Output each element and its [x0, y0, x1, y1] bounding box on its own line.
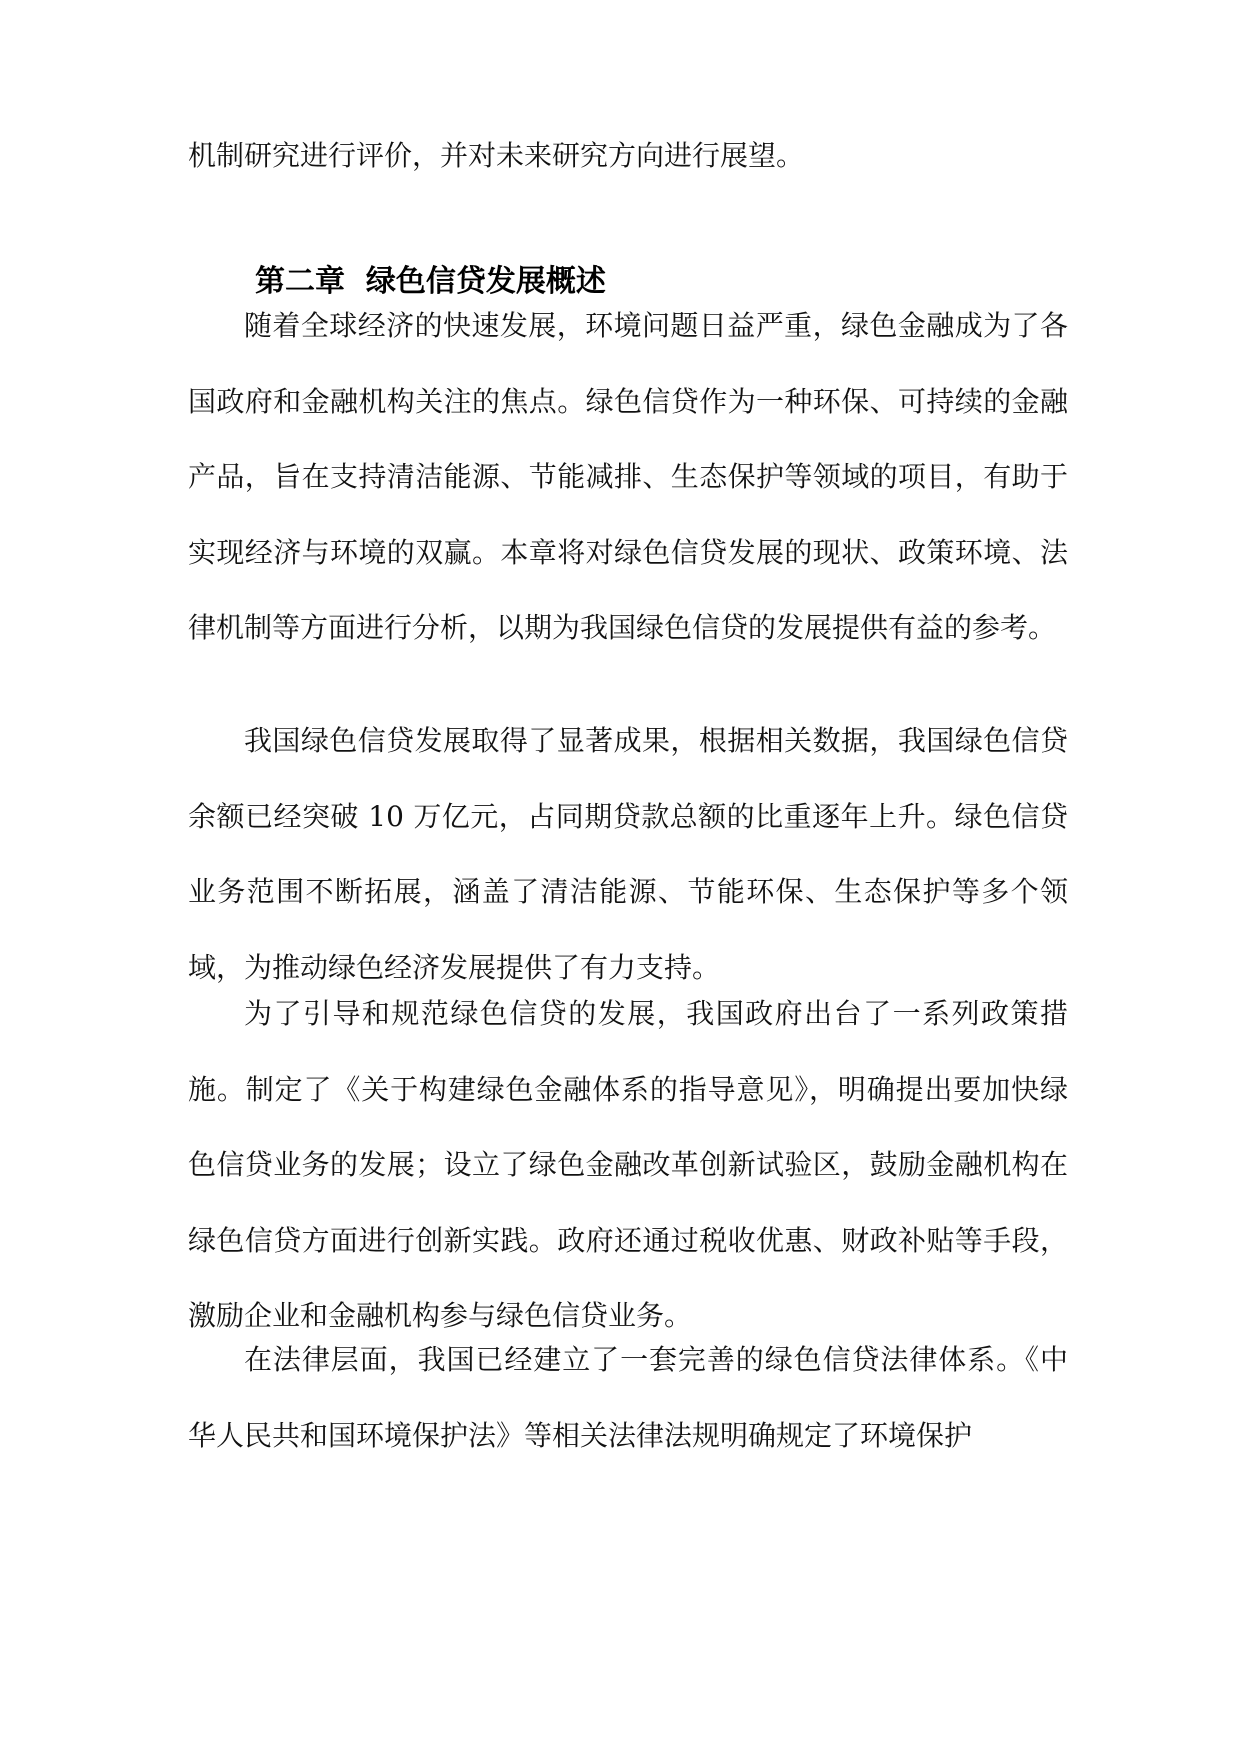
body-paragraph-3: 为了引导和规范绿色信贷的发展，我国政府出台了一系列政策措施。制定了《关于构建绿色金融体系的指导意见》，明确提出要加快绿色信贷业务的发展；设立了绿色金融改革创新试验区，鼓励金融机构在绿色信贷方面进行创新实践。政府还通过税收优惠、财政补贴等手段，激励企业和金融机构参与绿色信贷业务。 [188, 997, 1068, 1332]
continuation-paragraph: 机制研究进行评价，并对未来研究方向进行展望。 [188, 139, 805, 172]
body-paragraph-1: 随着全球经济的快速发展，环境问题日益严重，绿色金融成为了各国政府和金融机构关注的焦点。绿色信贷作为一种环保、可持续的金融产品，旨在支持清洁能源、节能减排、生态保护等领域的项目，有助于实现经济与环境的双赢。本章将对绿色信贷发展的现状、政策环境、法律机制等方面进行分析，以期为我国绿色信贷的发展提供有益的参考。 [188, 309, 1068, 644]
body-paragraph-2: 我国绿色信贷发展取得了显著成果，根据相关数据，我国绿色信贷余额已经突破 10 万亿元，占同期贷款总额的比重逐年上升。绿色信贷业务范围不断拓展，涵盖了清洁能源、节能环保、生态保护等多个领域，为推动绿色经济发展提供了有力支持。 [188, 724, 1068, 984]
chapter-heading: 第二章 绿色信贷发展概述 [255, 264, 606, 299]
body-paragraph-4: 在法律层面，我国已经建立了一套完善的绿色信贷法律体系。《中华人民共和国环境保护法》等相关法律法规明确规定了环境保护 [188, 1343, 1068, 1452]
